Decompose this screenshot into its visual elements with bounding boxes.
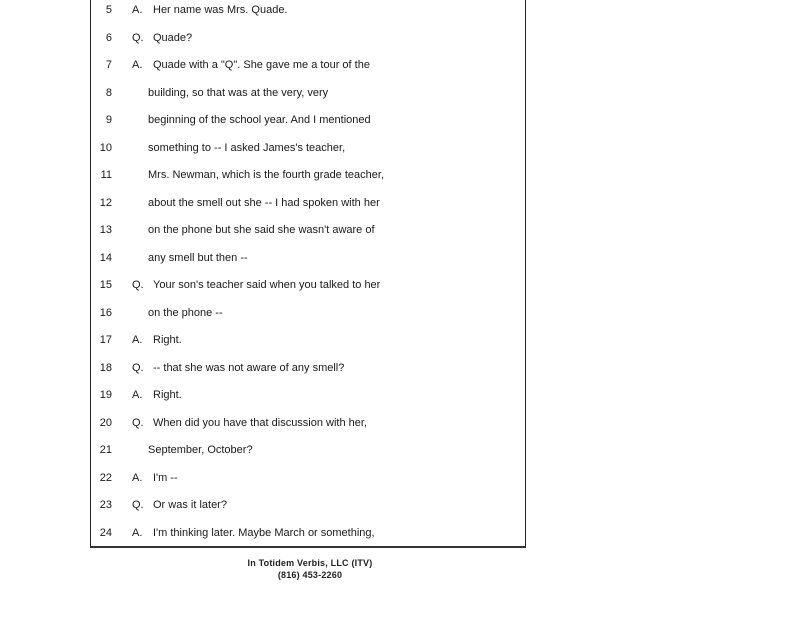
speaker-label: A. [132, 59, 143, 71]
line-number: 13 [99, 224, 112, 236]
speaker-label: Q. [132, 499, 144, 511]
line-text: Her name was Mrs. Quade. [153, 4, 288, 16]
line-number: 17 [99, 334, 112, 346]
line-text: Quade? [153, 31, 193, 44]
transcript-line [90, 0, 524, 20]
transcript-line [90, 110, 524, 130]
transcript-line [90, 413, 524, 433]
transcript-line [90, 55, 524, 75]
line-number: 9 [105, 114, 112, 126]
line-text: When did you have that discussion with her, [153, 416, 368, 429]
transcript-line [90, 468, 524, 488]
footer-phone: (816) 453-2260 [277, 570, 343, 580]
transcript-line [90, 523, 524, 543]
transcript-line [90, 138, 524, 158]
line-number: 22 [99, 471, 112, 484]
speaker-label: A. [132, 4, 143, 16]
line-text: I'm thinking later. Maybe March or something, [153, 526, 375, 539]
transcript-line [90, 440, 524, 460]
transcript-line [90, 330, 524, 350]
line-text: September, October? [148, 444, 253, 456]
line-number: 15 [99, 279, 112, 291]
transcript-line [90, 83, 524, 103]
line-text: any smell but then -- [148, 251, 248, 264]
line-number: 12 [99, 196, 112, 209]
line-number: 8 [105, 86, 112, 99]
transcript-line [90, 193, 524, 213]
line-number: 10 [99, 141, 112, 154]
line-text: on the phone but she said she wasn't aware of [148, 224, 375, 236]
speaker-label: A. [132, 389, 143, 401]
line-number: 14 [99, 251, 112, 264]
speaker-label: Q. [132, 416, 144, 429]
transcript-line [90, 28, 524, 48]
line-number: 18 [99, 361, 112, 374]
footer-company: In Totidem Verbis, LLC (ITV) [247, 558, 373, 568]
line-number: 16 [99, 306, 112, 319]
speaker-label: Q. [132, 31, 144, 44]
line-number: 11 [100, 169, 112, 181]
line-text: Mrs. Newman, which is the fourth grade teacher, [148, 169, 384, 181]
line-number: 23 [99, 499, 112, 511]
speaker-label: A. [132, 334, 143, 346]
line-text: about the smell out she -- I had spoken with her [148, 196, 380, 209]
line-text: I'm -- [153, 471, 178, 484]
speaker-label: Q. [132, 279, 144, 291]
line-text: -- that she was not aware of any smell? [153, 361, 345, 374]
transcript-line [90, 495, 524, 515]
line-number: 21 [99, 444, 112, 456]
line-number: 6 [105, 31, 112, 44]
transcript-line [90, 220, 524, 240]
line-text: on the phone -- [148, 306, 223, 319]
line-text: Quade with a "Q". She gave me a tour of the [153, 59, 370, 71]
transcript-line [90, 358, 524, 378]
line-text: Right. [153, 334, 182, 346]
line-text: something to -- I asked James's teacher, [148, 141, 346, 154]
transcript-line [90, 385, 524, 405]
line-text: Or was it later? [153, 499, 227, 511]
transcript-line [90, 303, 524, 323]
line-text: Your son's teacher said when you talked to her [153, 279, 381, 291]
line-text: beginning of the school year. And I mentioned [148, 114, 371, 126]
speaker-label: A. [132, 526, 143, 539]
line-text: building, so that was at the very, very [148, 86, 329, 99]
transcript-line [90, 165, 524, 185]
speaker-label: Q. [132, 361, 144, 374]
line-number: 5 [105, 4, 112, 16]
transcript-line [90, 275, 524, 295]
line-number: 7 [105, 59, 112, 71]
line-number: 20 [99, 416, 112, 429]
transcript-line [90, 248, 524, 268]
line-number: 24 [99, 526, 112, 539]
speaker-label: A. [132, 471, 143, 484]
line-text: Right. [153, 389, 182, 401]
line-number: 19 [99, 389, 112, 401]
